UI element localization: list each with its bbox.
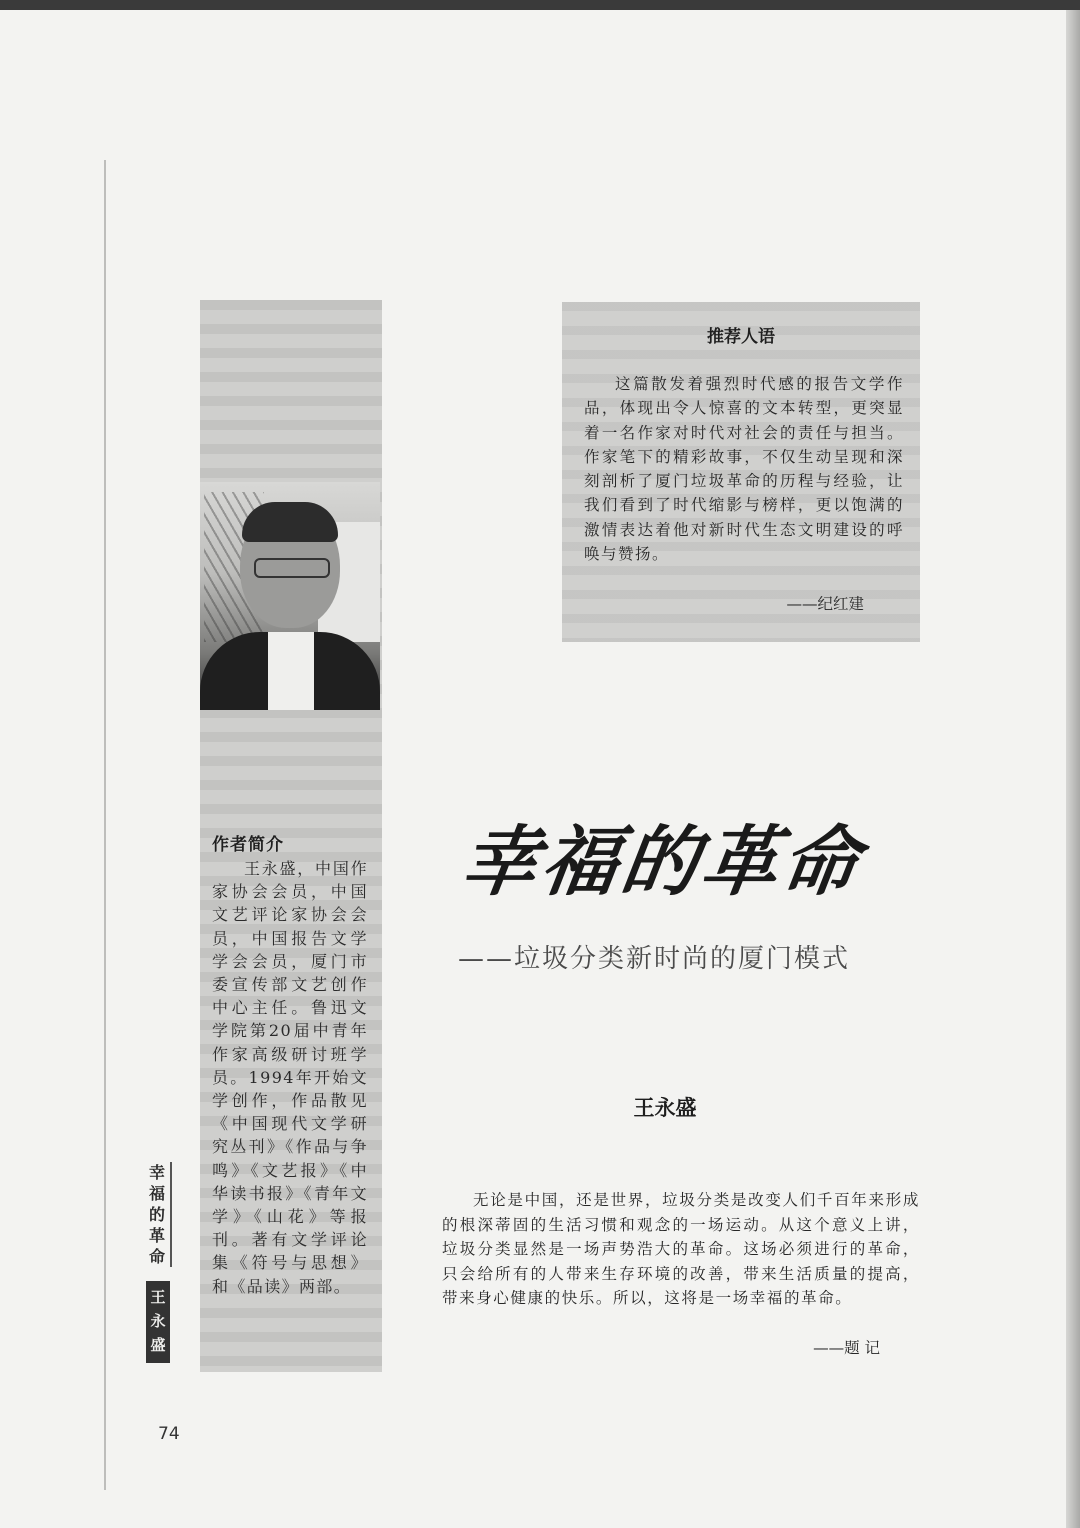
- side-tab-title: [146, 1162, 172, 1267]
- article-author: 王永盛: [633, 1096, 697, 1120]
- side-tab-title-char: 幸: [148, 1163, 165, 1182]
- photo-hair: [242, 502, 338, 542]
- side-tab-author: [146, 1281, 170, 1363]
- side-tab-author-char: 盛: [150, 1336, 166, 1354]
- side-tab-title-char: 的: [148, 1205, 165, 1224]
- article-subtitle: ——垃圾分类新时尚的厦门模式: [458, 944, 851, 974]
- page-number: 74: [158, 1424, 180, 1444]
- page-spine-line: [104, 160, 106, 1490]
- epigraph: 无论是中国，还是世界，垃圾分类是改变人们千百年来形成的根深蒂固的生活习惯和观念的一场运动。从这个意义上讲，垃圾分类显然是一场声势浩大的革命。这场必须进行的革命，只会给所有的人带来生存环境的改善，带来生活质量的提高，带来身心健康的快乐。所以，这将是一场幸福的革命。: [442, 1191, 920, 1307]
- side-tab-author-char: 王: [150, 1288, 166, 1306]
- photo-collar: [268, 632, 314, 710]
- side-tab-title-char: 革: [148, 1226, 165, 1245]
- scan-top-edge: [0, 0, 1080, 10]
- recommendation-signature: ——纪红建: [786, 595, 864, 613]
- side-tab-title-char: 福: [148, 1184, 165, 1203]
- side-tab-author-char: 永: [150, 1312, 166, 1330]
- scan-right-edge: [1066, 10, 1080, 1528]
- article-title-calligraphy: 幸福的革命: [455, 817, 869, 906]
- side-tab: [146, 1162, 172, 1363]
- recommendation-title: 推荐人语: [707, 327, 775, 347]
- author-intro-heading: 作者简介: [212, 835, 284, 855]
- recommendation-body: 这篇散发着强烈时代感的报告文学作品，体现出令人惊喜的文本转型，更突显着一名作家对时代对社会的责任与担当。作家笔下的精彩故事，不仅生动呈现和深刻剖析了厦门垃圾革命的历程与经验，让我们看到了时代缩影与榜样，更以饱满的激情表达着他对新时代生态文明建设的呼唤与赞扬。: [584, 375, 904, 564]
- author-intro: [212, 830, 368, 1298]
- epigraph-signature: ——题 记: [813, 1339, 880, 1357]
- author-photo: [200, 482, 380, 710]
- side-tab-title-char: 命: [148, 1247, 165, 1266]
- photo-glasses: [254, 558, 330, 578]
- author-intro-body: 王永盛，中国作家协会会员，中国文艺评论家协会会员，中国报告文学学会会员，厦门市委宣传部文艺创作中心主任。鲁迅文学院第20届中青年作家高级研讨班学员。1994年开始文学创作，作品散见《中国现代文学研究丛刊》《作品与争鸣》《文艺报》《中华读书报》《青年文学》《山花》等报刊。著有文学评论集《符号与思想》和《品读》两部。: [212, 859, 368, 1296]
